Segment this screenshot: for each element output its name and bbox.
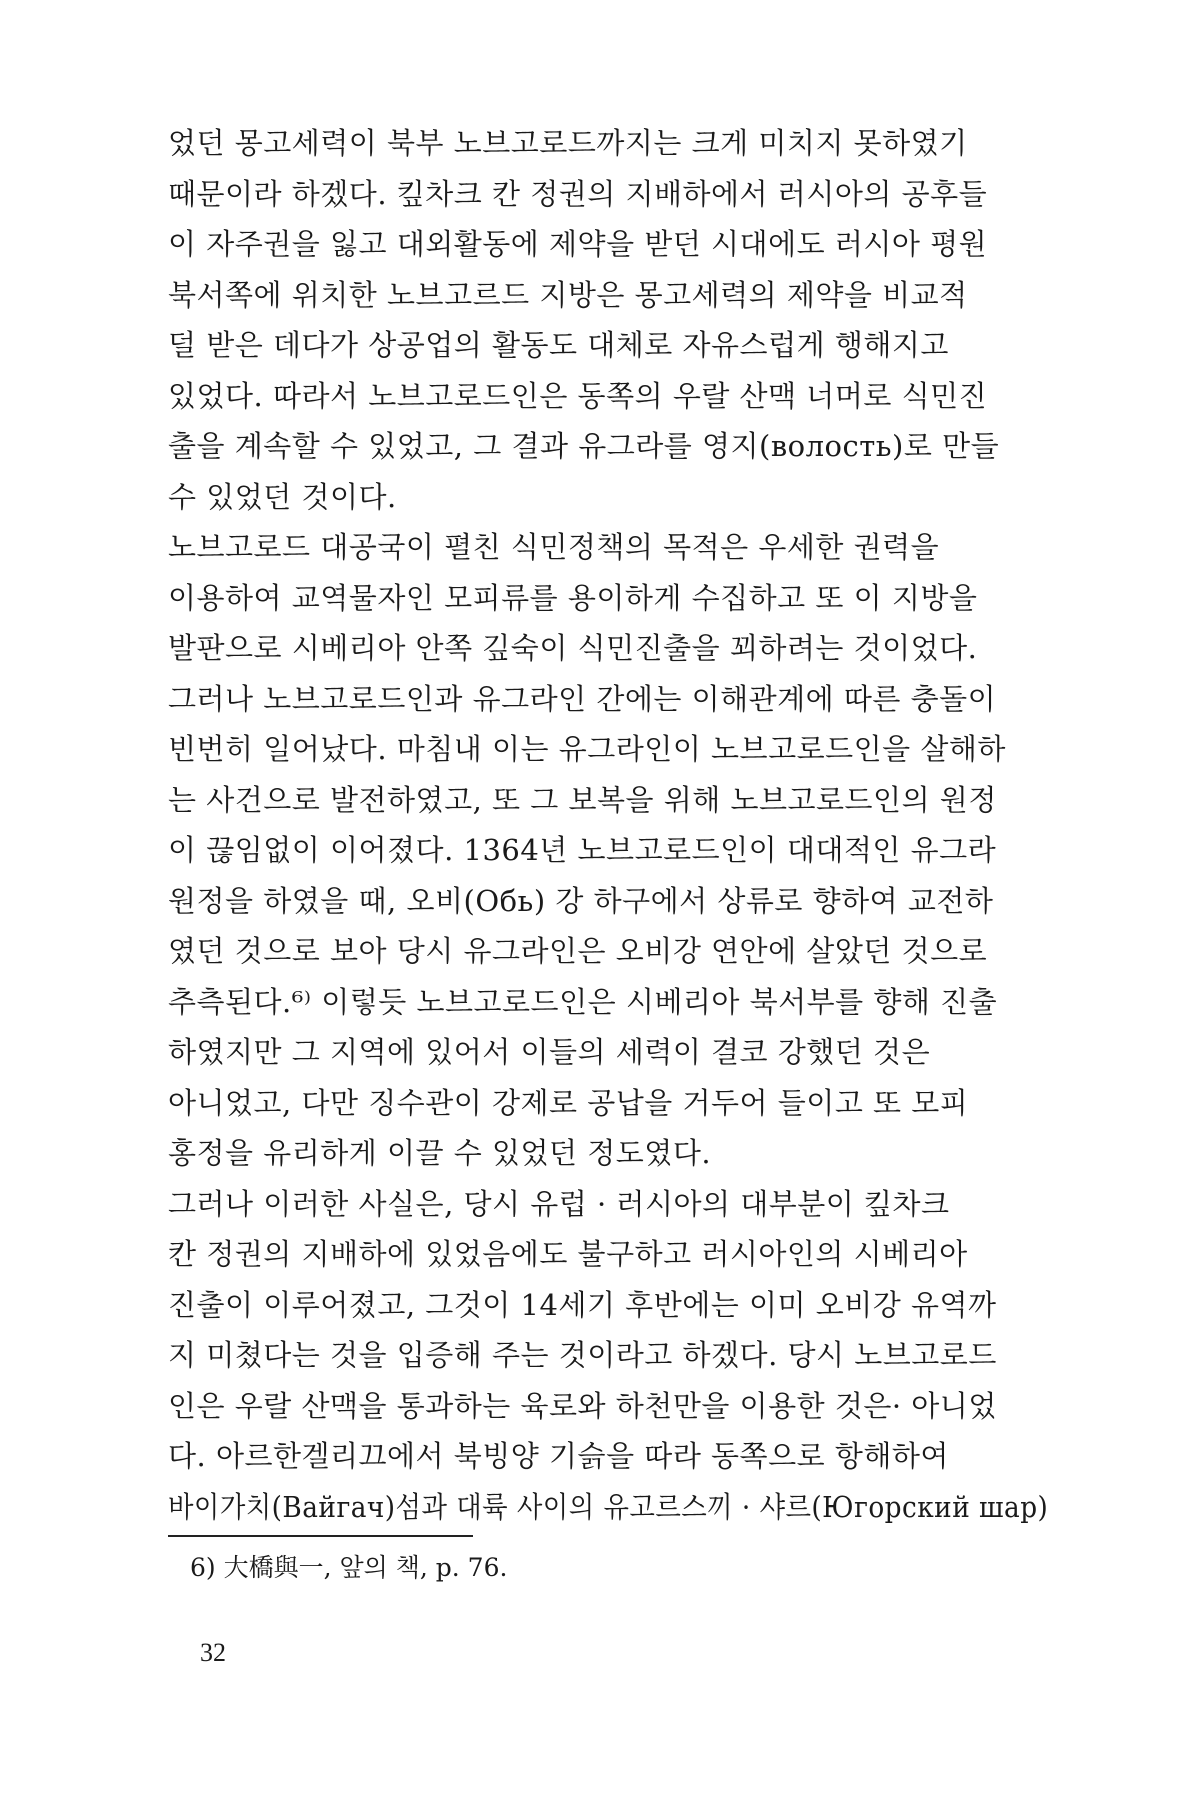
text-line: 진출이 이루어졌고, 그것이 14세기 후반에는 이미 오비강 유역까 (168, 1287, 997, 1322)
footnote: 6) 大橋與一, 앞의 책, p. 76. (190, 1553, 508, 1582)
text-line: 다. 아르한겔리끄에서 북빙양 기슭을 따라 동쪽으로 항해하여 (168, 1439, 949, 1473)
text-line: 그러나 노브고로드인과 유그라인 간에는 이해관계에 따른 충돌이 (168, 681, 997, 716)
text-line: 빈번히 일어났다. 마침내 이는 유그라인이 노브고로드인을 살해하 (168, 732, 1006, 766)
text-line: 지 미쳤다는 것을 입증해 주는 것이라고 하겠다. 당시 노브고로드 (168, 1338, 997, 1372)
text-line: 그러나 이러한 사실은, 당시 유럽 · 러시아의 대부분이 킾차크 (168, 1186, 950, 1221)
text-line: 아니었고, 다만 징수관이 강제로 공납을 거두어 들이고 또 모피 (168, 1085, 969, 1120)
text-line: 이 자주권을 잃고 대외활동에 제약을 받던 시대에도 러시아 평원 (168, 227, 988, 261)
text-line: 는 사건으로 발전하였고, 또 그 보복을 위해 노브고로드인의 원정 (168, 782, 997, 817)
text-line: 출을 계속할 수 있었고, 그 결과 유그라를 영지(волость)로 만들 (168, 429, 1000, 463)
text-line: 북서쪽에 위치한 노브고르드 지방은 몽고세력의 제약을 비교적 (168, 277, 968, 312)
page-number: 32 (200, 1638, 226, 1667)
text-line: 덜 받은 데다가 상공업의 활동도 대체로 자유스럽게 행해지고 (168, 328, 949, 362)
text-line: 수 있었던 것이다. (168, 479, 397, 514)
text-line: 발판으로 시베리아 안쪽 깊숙이 식민진출을 꾀하려는 것이었다. (168, 631, 978, 665)
text-line: 칸 정권의 지배하에 있었음에도 불구하고 러시아인의 시베리아 (168, 1237, 968, 1271)
text-line: 때문이라 하겠다. 킾차크 칸 정권의 지배하에서 러시아의 공후들 (168, 176, 988, 211)
text-line: 인은 우랄 산맥을 통과하는 육로와 하천만을 이용한 것은· 아니었 (168, 1388, 997, 1423)
text-line: 였던 것으로 보아 당시 유그라인은 오비강 연안에 살았던 것으로 (168, 934, 988, 968)
body-text (168, 118, 1048, 1532)
text-line: 이용하여 교역물자인 모피류를 용이하게 수집하고 또 이 지방을 (168, 580, 978, 615)
text-line: 었던 몽고세력이 북부 노브고로드까지는 크게 미치지 못하였기 (168, 126, 968, 160)
text-line: 추측된다.⁶⁾ 이렇듯 노브고로드인은 시베리아 북서부를 향해 진출 (168, 984, 998, 1019)
text-line: 하였지만 그 지역에 있어서 이들의 세력이 결코 강했던 것은 (168, 1035, 931, 1069)
text-line: 바이가치(Вайгач)섬과 대륙 사이의 유고르스끼 · 샤르(Югорский шар) (168, 1489, 1049, 1524)
text-line: 노브고로드 대공국이 펼친 식민정책의 목적은 우세한 권력을 (168, 530, 940, 564)
text-line: 있었다. 따라서 노브고로드인은 동쪽의 우랄 산맥 너머로 식민진 (168, 378, 988, 413)
footnote-divider (168, 1535, 473, 1537)
text-line: 원정을 하였을 때, 오비(Обь) 강 하구에서 상류로 향하여 교전하 (168, 883, 994, 918)
text-line: 이 끊임없이 이어졌다. 1364년 노브고로드인이 대대적인 유그라 (168, 833, 997, 867)
text-line: 홍정을 유리하게 이끌 수 있었던 정도였다. (168, 1136, 712, 1170)
